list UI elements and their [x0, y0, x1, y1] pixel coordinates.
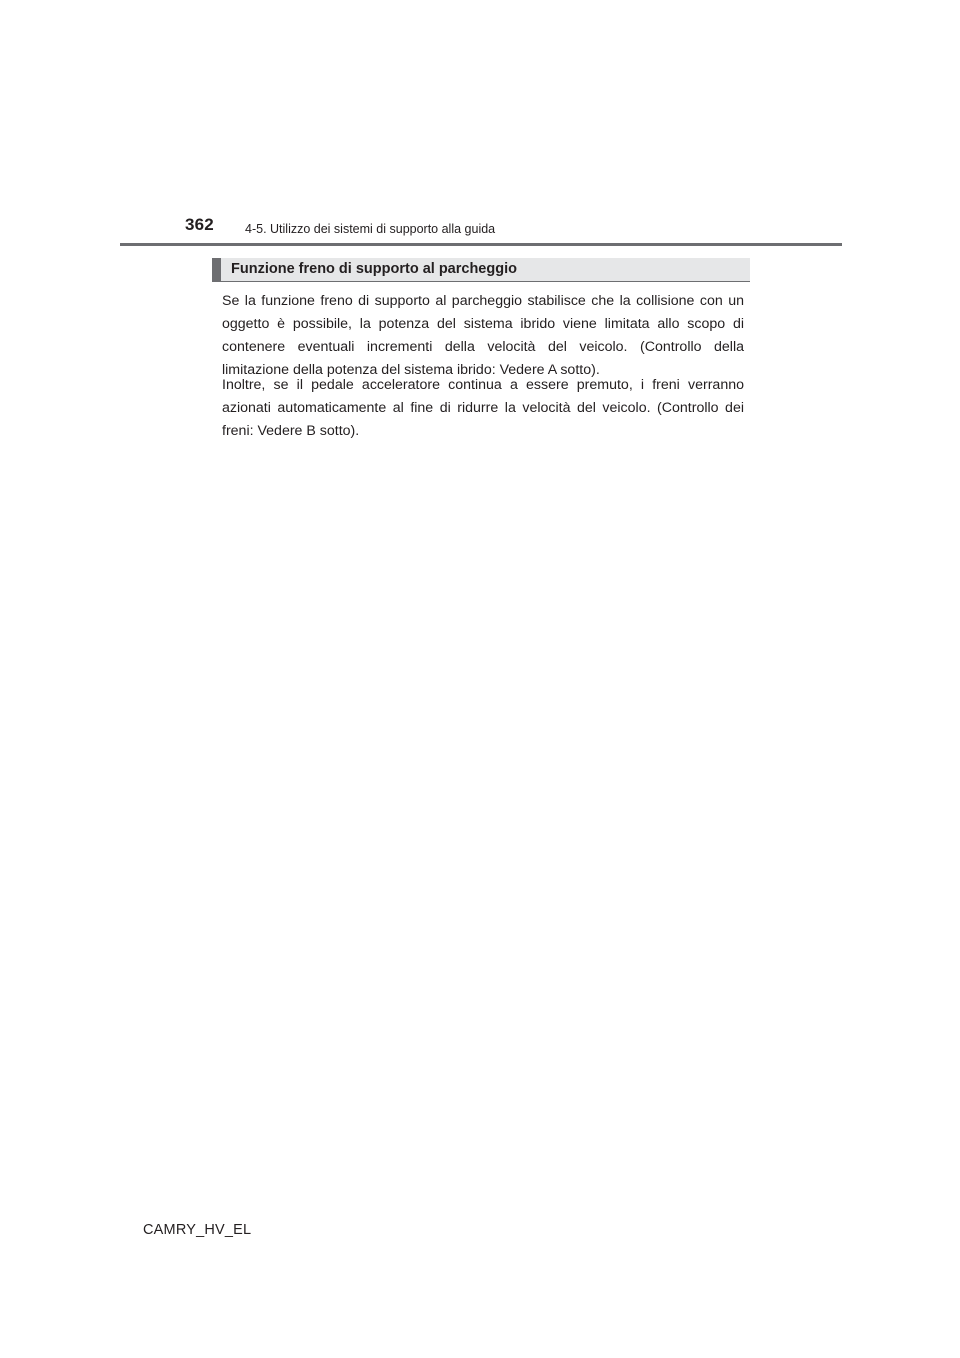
body-paragraph: Inoltre, se il pedale acceleratore continua a essere premuto, i freni verranno azionati automaticamente al fine di ridurre la velocità del veicolo. (Controllo dei freni: Vedere B sotto).: [222, 377, 744, 439]
chapter-title: 4-5. Utilizzo dei sistemi di supporto alla guida: [245, 222, 496, 236]
header-divider: [120, 243, 842, 246]
section-heading: Funzione freno di supporto al parcheggio: [231, 261, 517, 277]
section-heading-divider: [212, 281, 750, 282]
footer-model-code: CAMRY_HV_EL: [143, 1222, 252, 1238]
body-paragraph: Se la funzione freno di supporto al parcheggio stabilisce che la collisione con un oggetto è possibile, la potenza del sistema ibrido viene limitata allo scopo di contenere eventuali incrementi della velocità del veicolo. (Controllo della limitazione della potenza del sistema ibrido: Vedere A sotto).: [222, 293, 744, 378]
section-heading-bar: [212, 258, 750, 282]
page-number: 362: [185, 215, 214, 234]
